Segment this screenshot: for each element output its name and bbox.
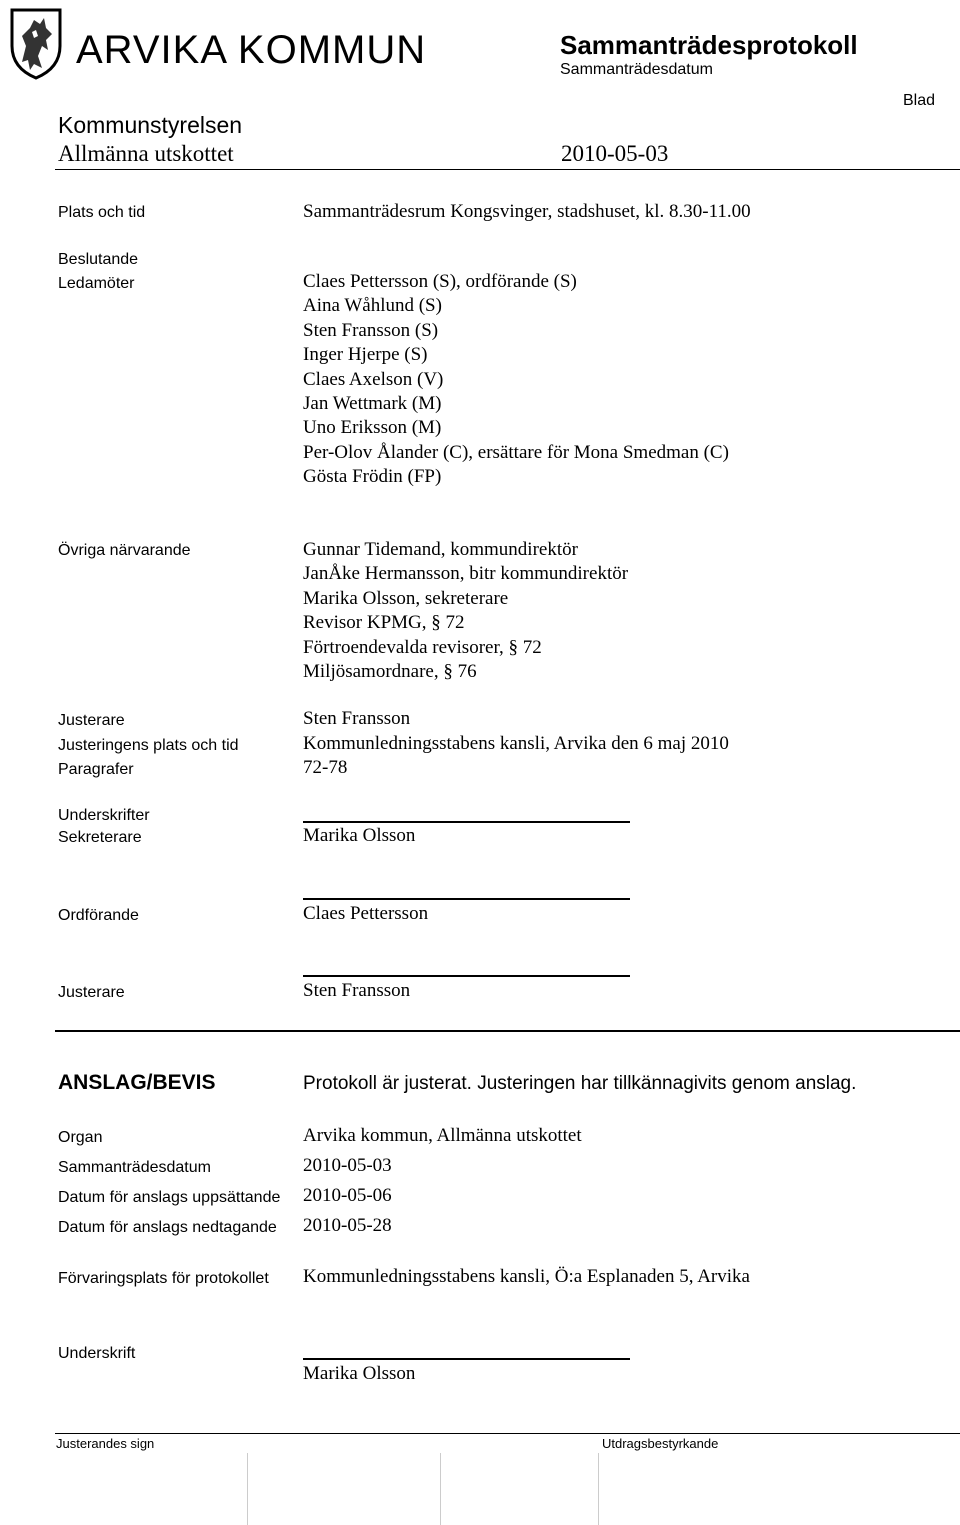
attendee-item bbox=[303, 660, 628, 684]
attendee-paragraph: 76 bbox=[457, 661, 477, 683]
attendee-text: Förtroendevalda revisorer, bbox=[303, 636, 504, 658]
others-list bbox=[303, 538, 628, 684]
adjuster-label: Justerare bbox=[58, 712, 125, 729]
place-label: Plats och tid bbox=[58, 204, 146, 221]
attendee-item bbox=[303, 636, 628, 660]
attendee-item bbox=[303, 562, 628, 586]
notice-storage-label: Förvaringsplats för protokollet bbox=[58, 1270, 269, 1287]
notice-meeting-date-label: Sammanträdesdatum bbox=[58, 1159, 211, 1176]
notice-removed-label: Datum för anslags nedtagande bbox=[58, 1219, 277, 1236]
attendee-paragraph: 72 bbox=[522, 636, 542, 658]
member-item: Per-Olov Ålander (C), ersättare för Mona Smedman (C) bbox=[303, 441, 729, 463]
paragraphs-label: Paragrafer bbox=[58, 761, 134, 778]
notice-posted-label: Datum för anslags uppsättande bbox=[58, 1189, 281, 1206]
footer-box-divider bbox=[247, 1453, 248, 1525]
paragraphs-value: 72-78 bbox=[303, 757, 348, 778]
member-item: Claes Axelson (V) bbox=[303, 368, 444, 390]
footer-box-divider bbox=[440, 1453, 441, 1525]
chair-signature-line bbox=[303, 898, 630, 900]
notice-signature-name: Marika Olsson bbox=[303, 1363, 416, 1384]
blad-label: Blad bbox=[903, 92, 936, 109]
notice-signature-label: Underskrift bbox=[58, 1345, 136, 1362]
notice-organ-label: Organ bbox=[58, 1129, 103, 1146]
member-item: Claes Pettersson (S), ordförande (S) bbox=[303, 271, 577, 292]
chair-name: Claes Pettersson bbox=[303, 903, 429, 924]
secretary-label: Sekreterare bbox=[58, 829, 142, 846]
secretary-signature-line bbox=[303, 821, 630, 823]
member-item: Uno Eriksson (M) bbox=[303, 417, 442, 439]
member-item: Inger Hjerpe (S) bbox=[303, 344, 428, 366]
adjuster-value: Sten Fransson bbox=[303, 708, 411, 729]
attendee-item bbox=[303, 611, 628, 635]
sign-adjuster-name: Sten Fransson bbox=[303, 980, 411, 1001]
decisive-label: Beslutande bbox=[58, 251, 139, 268]
footer-extract-cert: Utdragsbestyrkande bbox=[602, 1436, 719, 1451]
notice-posted-value: 2010-05-06 bbox=[303, 1185, 392, 1206]
others-label: Övriga närvarande bbox=[58, 542, 191, 559]
attendee-text: Gunnar Tidemand, kommundirektör bbox=[303, 539, 578, 560]
attendee-item bbox=[303, 538, 628, 562]
paragraph-symbol: § bbox=[443, 661, 453, 683]
meeting-date-heading: 2010-05-03 bbox=[561, 141, 669, 166]
member-item: Gösta Frödin (FP) bbox=[303, 466, 442, 488]
notice-meeting-date-value: 2010-05-03 bbox=[303, 1155, 392, 1176]
document-subtitle: Sammanträdesdatum bbox=[560, 61, 713, 78]
chair-label: Ordförande bbox=[58, 907, 139, 924]
notice-storage-value: Kommunledningsstabens kansli, Ö:a Esplanaden 5, Arvika bbox=[303, 1266, 750, 1287]
members-label: Ledamöter bbox=[58, 275, 135, 292]
place-value: Sammanträdesrum Kongsvinger, stadshuset, kl. 8.30-11.00 bbox=[303, 201, 751, 222]
footer-box-divider bbox=[598, 1453, 599, 1525]
attendee-text: Miljösamordnare, bbox=[303, 661, 439, 683]
adjust-place-value: Kommunledningsstabens kansli, Arvika den 6 maj 2010 bbox=[303, 733, 729, 754]
footer-adjuster-sign: Justerandes sign bbox=[56, 1436, 155, 1451]
member-item: Jan Wettmark (M) bbox=[303, 393, 442, 415]
sign-adjuster-label: Justerare bbox=[58, 984, 125, 1001]
paragraph-symbol: § bbox=[508, 636, 519, 658]
member-item: Sten Fransson (S) bbox=[303, 319, 439, 341]
signatures-heading: Underskrifter bbox=[58, 807, 150, 824]
notice-heading: ANSLAG/BEVIS bbox=[58, 1071, 216, 1094]
organ-heading: Kommunstyrelsen bbox=[58, 112, 243, 138]
attendee-text: Marika Olsson, sekreterare bbox=[303, 587, 509, 609]
attendee-text: JanÅke Hermansson, bitr kommundirektör bbox=[303, 563, 629, 585]
members-list bbox=[303, 270, 729, 490]
notice-statement: Protokoll är justerat. Justeringen har tillkännagivits genom anslag. bbox=[303, 1073, 857, 1094]
notice-signature-line bbox=[303, 1358, 630, 1360]
paragraph-symbol: § bbox=[431, 612, 441, 634]
adjuster-signature-line bbox=[303, 975, 630, 977]
adjust-place-label: Justeringens plats och tid bbox=[58, 737, 239, 754]
attendee-text: Revisor KPMG, bbox=[303, 612, 427, 634]
coat-of-arms-logo bbox=[6, 6, 66, 82]
committee-heading: Allmänna utskottet bbox=[58, 141, 234, 166]
notice-removed-value: 2010-05-28 bbox=[303, 1215, 392, 1236]
attendee-item bbox=[303, 587, 628, 611]
municipality-wordmark: ARVIKA KOMMUN bbox=[76, 28, 427, 72]
document-title: Sammanträdesprotokoll bbox=[560, 30, 858, 60]
member-item: Aina Wåhlund (S) bbox=[303, 295, 442, 317]
header-divider bbox=[55, 169, 960, 170]
attendee-paragraph: 72 bbox=[445, 612, 465, 634]
notice-divider bbox=[55, 1030, 960, 1032]
notice-organ-value: Arvika kommun, Allmänna utskottet bbox=[303, 1125, 582, 1146]
secretary-name: Marika Olsson bbox=[303, 825, 416, 846]
footer-divider bbox=[55, 1433, 960, 1434]
